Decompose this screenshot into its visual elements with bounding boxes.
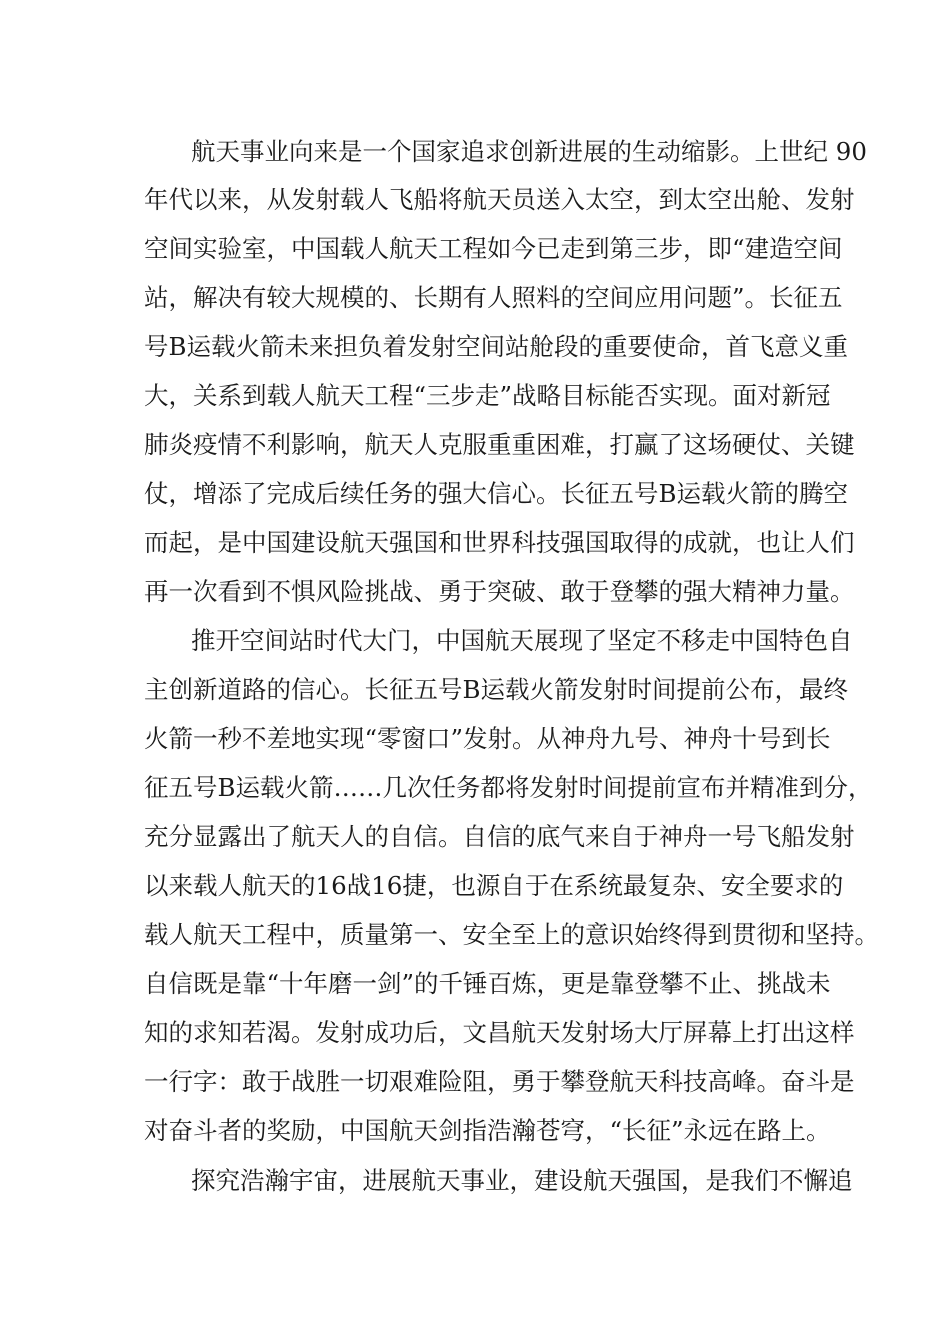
paragraph-2-line-4: 征五号B运载火箭……几次任务都将发射时间提前宣布并精准到分，: [144, 773, 873, 802]
paragraph-2-line-1: 推开空间站时代大门，中国航天展现了坚定不移走中国特色自: [191, 626, 853, 655]
paragraph-1-line-2: 年代以来，从发射载人飞船将航天员送入太空，到太空出舱、发射: [144, 185, 855, 214]
paragraph-2-line-9: 知的求知若渴。发射成功后，文昌航天发射场大厅屏幕上打出这样: [144, 1018, 855, 1047]
paragraph-2-line-3: 火箭一秒不差地实现“零窗口”发射。从神舟九号、神舟十号到长: [144, 724, 831, 753]
paragraph-2-line-5: 充分显露出了航天人的自信。自信的底气来自于神舟一号飞船发射: [144, 822, 855, 851]
paragraph-2-line-7: 载人航天工程中，质量第一、安全至上的意识始终得到贯彻和坚持。: [144, 920, 879, 949]
paragraph-1-line-8: 仗，增添了完成后续任务的强大信心。长征五号B运载火箭的腾空: [144, 479, 849, 508]
paragraph-1-line-7: 肺炎疫情不利影响，航天人克服重重困难，打赢了这场硬仗、关键: [144, 430, 855, 459]
paragraph-1-line-3: 空间实验室，中国载人航天工程如今已走到第三步，即“建造空间: [144, 234, 843, 263]
paragraph-2-line-10: 一行字：敢于战胜一切艰难险阻，勇于攀登航天科技高峰。奋斗是: [144, 1067, 855, 1096]
paragraph-1-line-1: 航天事业向来是一个国家追求创新进展的生动缩影。上世纪 90: [191, 137, 867, 166]
paragraph-2-line-6: 以来载人航天的16战16捷，也源自于在系统最复杂、安全要求的: [144, 871, 844, 900]
paragraph-1-line-9: 而起，是中国建设航天强国和世界科技强国取得的成就，也让人们: [144, 528, 855, 557]
paragraph-1-line-6: 大，关系到载人航天工程“三步走”战略目标能否实现。面对新冠: [144, 381, 831, 410]
paragraph-1-line-5: 号B运载火箭未来担负着发射空间站舱段的重要使命，首飞意义重: [144, 332, 849, 361]
paragraph-1-line-4: 站，解决有较大规模的、长期有人照料的空间应用问题”。长征五: [144, 283, 843, 312]
paragraph-1-line-10: 再一次看到不惧风险挑战、勇于突破、敢于登攀的强大精神力量。: [144, 577, 855, 606]
paragraph-2-line-8: 自信既是靠“十年磨一剑”的千锤百炼，更是靠登攀不止、挑战未: [144, 969, 831, 998]
paragraph-3-line-1: 探究浩瀚宇宙，进展航天事业，建设航天强国，是我们不懈追: [191, 1166, 853, 1195]
paragraph-2-line-11: 对奋斗者的奖励，中国航天剑指浩瀚苍穹，“长征”永远在路上。: [144, 1116, 831, 1145]
paragraph-2-line-2: 主创新道路的信心。长征五号B运载火箭发射时间提前公布，最终: [144, 675, 849, 704]
